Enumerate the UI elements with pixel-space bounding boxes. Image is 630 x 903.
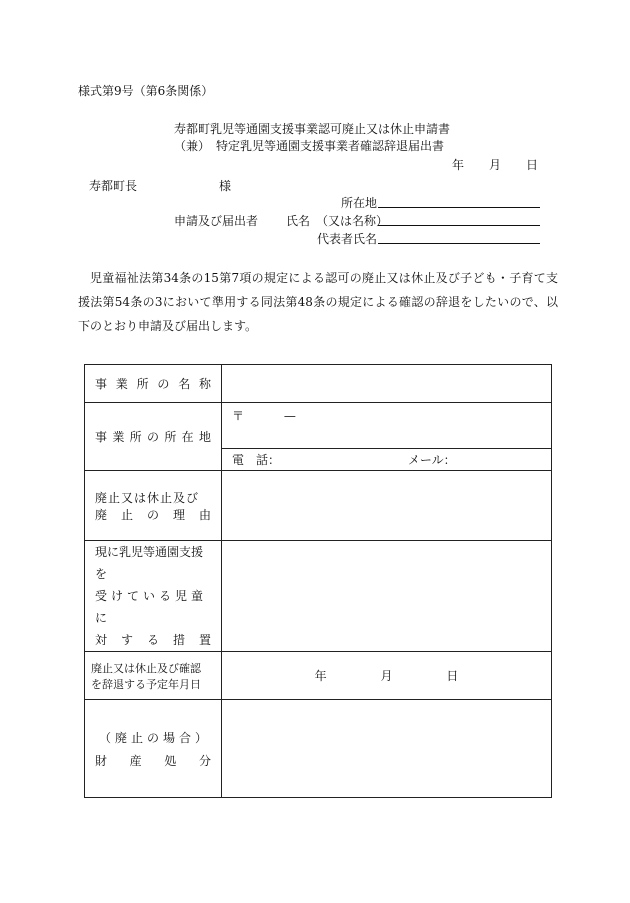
property-disposal-label: （廃止の場合） 財 産 処 分 xyxy=(85,700,222,798)
contact-field[interactable] xyxy=(222,449,552,471)
facility-address-field[interactable] xyxy=(222,403,552,449)
postal-dash: — xyxy=(283,409,296,423)
child-measures-field[interactable] xyxy=(222,541,552,652)
planned-year-label: 年 xyxy=(314,669,327,683)
facility-name-label xyxy=(85,365,222,403)
addressee-name: 寿都町長 xyxy=(89,179,138,193)
child-measures-label: 現に乳児等通園支援を 受けている児童に 対 す る 措 置 xyxy=(85,541,222,652)
representative-field-line[interactable] xyxy=(378,243,540,244)
date-year-label: 年 xyxy=(452,158,465,172)
facility-address-label-text: 事 業 所 の 所 在 地 xyxy=(95,430,211,444)
addressee-honorific: 様 xyxy=(219,179,232,193)
applicant-role-label: 申請及び届出者 xyxy=(174,214,259,228)
address-field-line[interactable] xyxy=(378,207,540,208)
name-note: （又は名称） xyxy=(316,214,389,228)
form-title-line2: （兼） 特定乳児等通園支援事業者確認辞退届出書 xyxy=(174,139,445,153)
form-title-line1: 寿都町乳児等通園支援事業認可廃止又は休止申請書 xyxy=(174,122,451,136)
planned-date-label: 廃止又は休止及び確認 を辞退する予定年月日 xyxy=(85,652,222,700)
address-label: 所在地 xyxy=(341,196,378,210)
planned-month-label: 月 xyxy=(380,669,393,683)
planned-day-label: 日 xyxy=(446,669,459,683)
planned-date-field[interactable] xyxy=(222,652,552,700)
date-month-label: 月 xyxy=(489,158,502,172)
facility-address-label xyxy=(85,403,222,471)
details-table xyxy=(84,364,552,798)
name-field-line[interactable] xyxy=(378,225,540,226)
facility-name-field[interactable] xyxy=(222,365,552,403)
date-day-label: 日 xyxy=(526,158,539,172)
email-label: メール： xyxy=(407,453,456,467)
facility-name-label-text: 事 業 所 の 名 称 xyxy=(95,377,211,391)
closure-reason-label: 廃止又は休止及び 廃 止 の 理 由 xyxy=(85,471,222,541)
postal-mark: 〒 xyxy=(232,409,245,423)
form-number: 様式第9号（第6条関係） xyxy=(78,84,214,98)
phone-label: 電 話： xyxy=(232,453,281,467)
property-disposal-field[interactable] xyxy=(222,700,552,798)
representative-label: 代表者氏名 xyxy=(317,232,378,246)
body-text: 児童福祉法第34条の15第7項の規定による認可の廃止又は休止及び子ども・子育て支援法第54条の3において準用する同法第48条の規定による確認の辞退をしたいので、以下のとおり申請及び届出します。 xyxy=(78,271,558,333)
name-label: 氏名 xyxy=(286,214,311,228)
closure-reason-field[interactable] xyxy=(222,471,552,541)
